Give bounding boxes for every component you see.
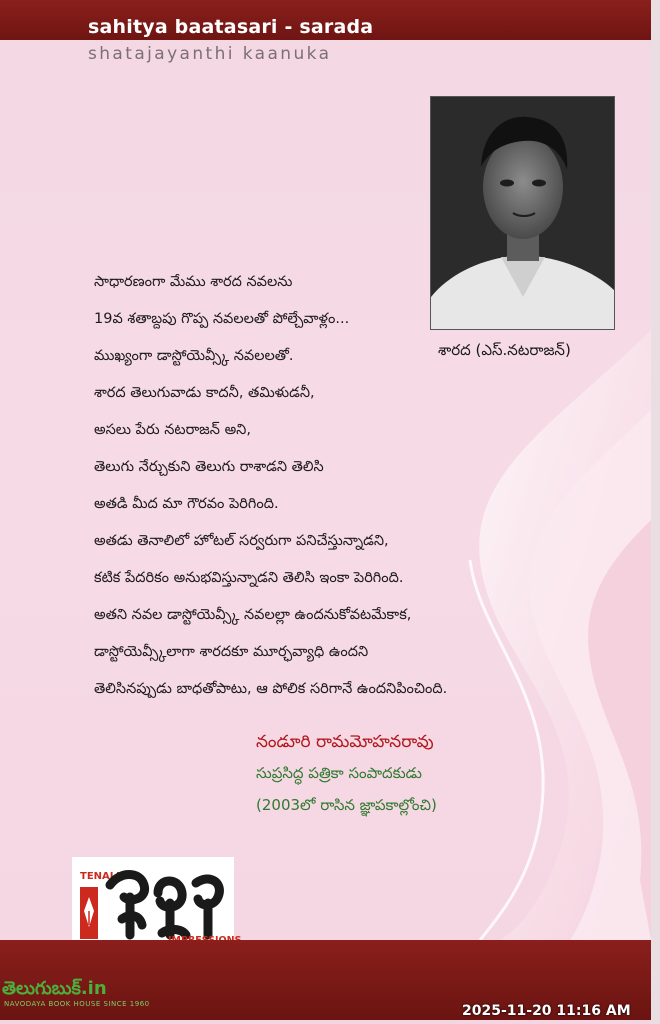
quote-author: నండూరి రామమోహనరావు <box>256 732 434 752</box>
author-role: సుప్రసిద్ధ పత్రికా సంపాదకుడు <box>256 764 422 782</box>
photo-timestamp: 2025-11-20 11:16 AM <box>462 1003 631 1019</box>
quote-line: సాధారణంగా మేము శారద నవలను <box>94 274 293 290</box>
quote-line: అతడు తెనాలిలో హోటల్ సర్వరుగా పనిచేస్తున్నాడని, <box>94 533 389 549</box>
pen-nib-icon <box>80 887 98 939</box>
photo-caption: శారద (ఎస్.నటరాజన్) <box>438 341 571 359</box>
site-watermark-tag: NAVODAYA BOOK HOUSE SINCE 1960 <box>4 1000 150 1008</box>
quote-line: 19వ శతాబ్దపు గొప్ప నవలలతో పోల్చేవాళ్లం... <box>94 311 350 327</box>
quote-line: తెలుగు నేర్చుకుని తెలుగు రాశాడని తెలిసి <box>94 459 324 475</box>
site-watermark: తెలుగుబుక్.in <box>2 978 107 999</box>
series-title: sahitya baatasari - sarada <box>88 16 374 38</box>
series-subtitle: shatajayanthi kaanuka <box>88 44 332 64</box>
quote-line: అసలు పేరు నటరాజన్ అని, <box>94 422 251 438</box>
publisher-top-label: TENALI <box>80 871 120 882</box>
quote-line: శారద తెలుగువాడు కాదనీ, తమిళుడనీ, <box>94 385 315 401</box>
quote-line: తెలిసినప్పుడు బాధతోపాటు, ఆ పోలిక సరిగానే ఉందనిపించింది. <box>94 681 448 697</box>
quote-line: అతడి మీద మా గౌరవం పెరిగింది. <box>94 496 279 512</box>
quote-line: ముఖ్యంగా డాస్టోయెవ్స్కీ నవలలతో. <box>94 348 294 364</box>
quote-line: డాస్టోయెవ్స్కీలాగా శారదకూ మూర్ఛవ్యాధి ఉందని <box>94 644 369 660</box>
quote-source-note: (2003లో రాసిన జ్ఞాపకాల్లోంచి) <box>256 796 437 814</box>
quote-line: అతని నవల డాస్టోయెవ్స్కీ నవలల్లా ఉందనుకోవటమేకాక, <box>94 607 412 623</box>
quote-line: కటిక పేదరికం అనుభవిస్తున్నాడని తెలిసి ఇంకా పెరిగింది. <box>94 570 404 586</box>
publisher-script-mark <box>100 863 230 943</box>
quote-text <box>94 264 534 708</box>
